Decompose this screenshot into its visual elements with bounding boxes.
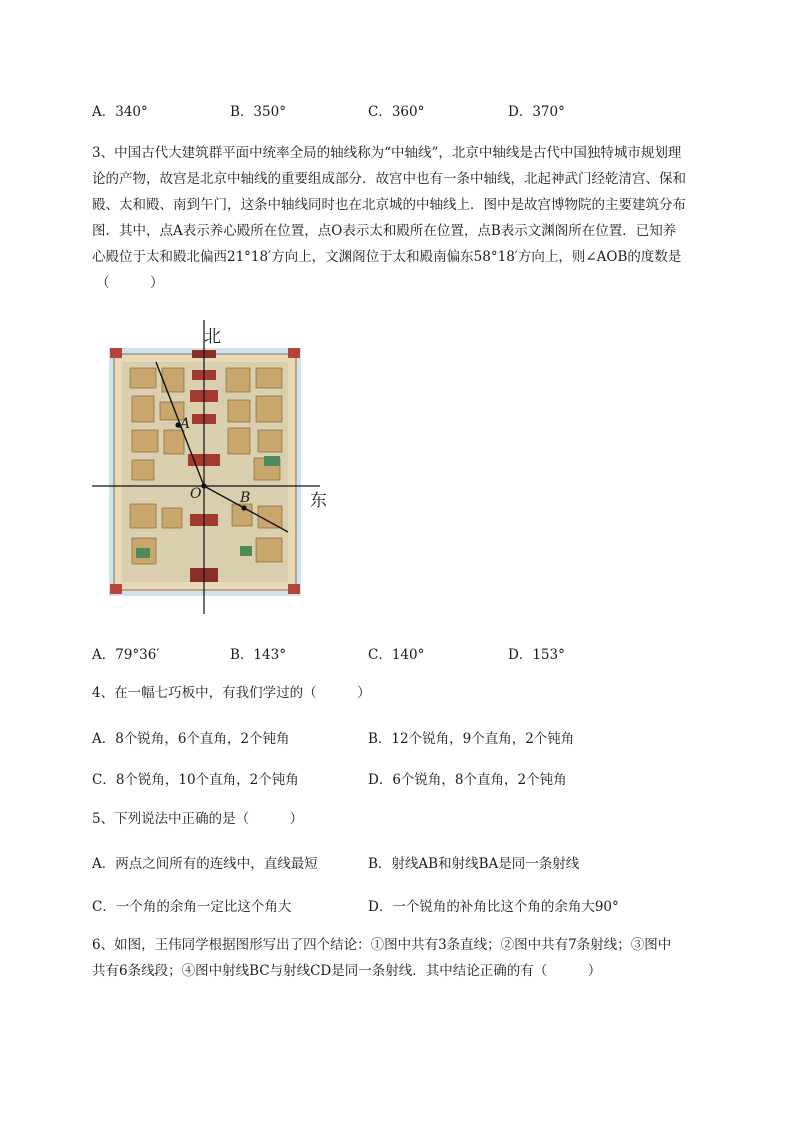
q3-answer-paren: （ ） — [96, 275, 164, 291]
corner-tower-se — [288, 584, 300, 594]
forbidden-city-figure — [92, 318, 332, 618]
north-label: 北 — [204, 327, 221, 347]
corner-tower-nw — [110, 348, 122, 358]
q3-option-b[interactable]: B．143° — [230, 647, 286, 663]
point-b-dot — [241, 505, 246, 510]
q5-option-d[interactable]: D．一个锐角的补角比这个角的余角大90° — [368, 899, 619, 915]
forbidden-city-map — [92, 318, 332, 618]
q3-option-d[interactable]: D．153° — [508, 647, 565, 663]
q4-option-b[interactable]: B．12个锐角，9个直角，2个钝角 — [368, 731, 575, 747]
point-o-label: O — [190, 486, 202, 502]
q5-option-a[interactable]: A．两点之间所有的连线中，直线最短 — [92, 856, 318, 872]
corner-tower-sw — [110, 584, 122, 594]
q3-option-a[interactable]: A．79°36′ — [92, 647, 160, 663]
q2-option-c[interactable]: C．360° — [368, 104, 425, 120]
point-a-label: A — [180, 416, 191, 432]
q5-stem: 5、下列说法中正确的是（ ） — [92, 811, 304, 827]
q4-stem: 4、在一幅七巧板中，有我们学过的（ ） — [92, 685, 371, 701]
point-b-label: B — [240, 490, 251, 506]
q3-stem-line-3: 殿、太和殿、南到午门，这条中轴线同时也在北京城的中轴线上．图中是故宫博物院的主要建筑分布 — [92, 197, 686, 213]
corner-tower-ne — [288, 348, 300, 358]
q5-option-c[interactable]: C．一个角的余角一定比这个角大 — [92, 899, 292, 915]
q4-option-d[interactable]: D．6个锐角，8个直角，2个钝角 — [368, 772, 567, 788]
q3-option-c[interactable]: C．140° — [368, 647, 425, 663]
q2-option-d[interactable]: D．370° — [508, 104, 565, 120]
q4-option-c[interactable]: C．8个锐角，10个直角，2个钝角 — [92, 772, 299, 788]
q6-stem-line-2: 共有6条线段；④图中射线BC与射线CD是同一条射线．其中结论正确的有（ ） — [92, 963, 602, 979]
q5-option-b[interactable]: B．射线AB和射线BA是同一条射线 — [368, 856, 580, 872]
q6-stem-line-1: 6、如图，王伟同学根据图形写出了四个结论：①图中共有3条直线；②图中共有7条射线；③图中 — [92, 937, 672, 953]
q3-stem-line-1: 3、中国古代大建筑群平面中统率全局的轴线称为“中轴线”，北京中轴线是古代中国独特城市规划理 — [92, 145, 682, 161]
point-o-dot — [201, 483, 206, 488]
q2-option-b[interactable]: B．350° — [230, 104, 286, 120]
q2-option-a[interactable]: A．340° — [92, 104, 148, 120]
q3-stem-line-2: 论的产物，故宫是北京中轴线的重要组成部分．故宫中也有一条中轴线，北起神武门经乾清宫、保和 — [92, 171, 686, 187]
q3-stem-line-5: 心殿位于太和殿北偏西21°18′方向上，文渊阁位于太和殿南偏东58°18′方向上，则∠AOB的度数是 — [92, 249, 682, 265]
east-label: 东 — [310, 491, 327, 511]
q4-option-a[interactable]: A．8个锐角，6个直角，2个钝角 — [92, 731, 290, 747]
q3-stem-line-4: 图．其中，点A表示养心殿所在位置，点O表示太和殿所在位置，点B表示文渊阁所在位置．已知养 — [92, 223, 677, 239]
